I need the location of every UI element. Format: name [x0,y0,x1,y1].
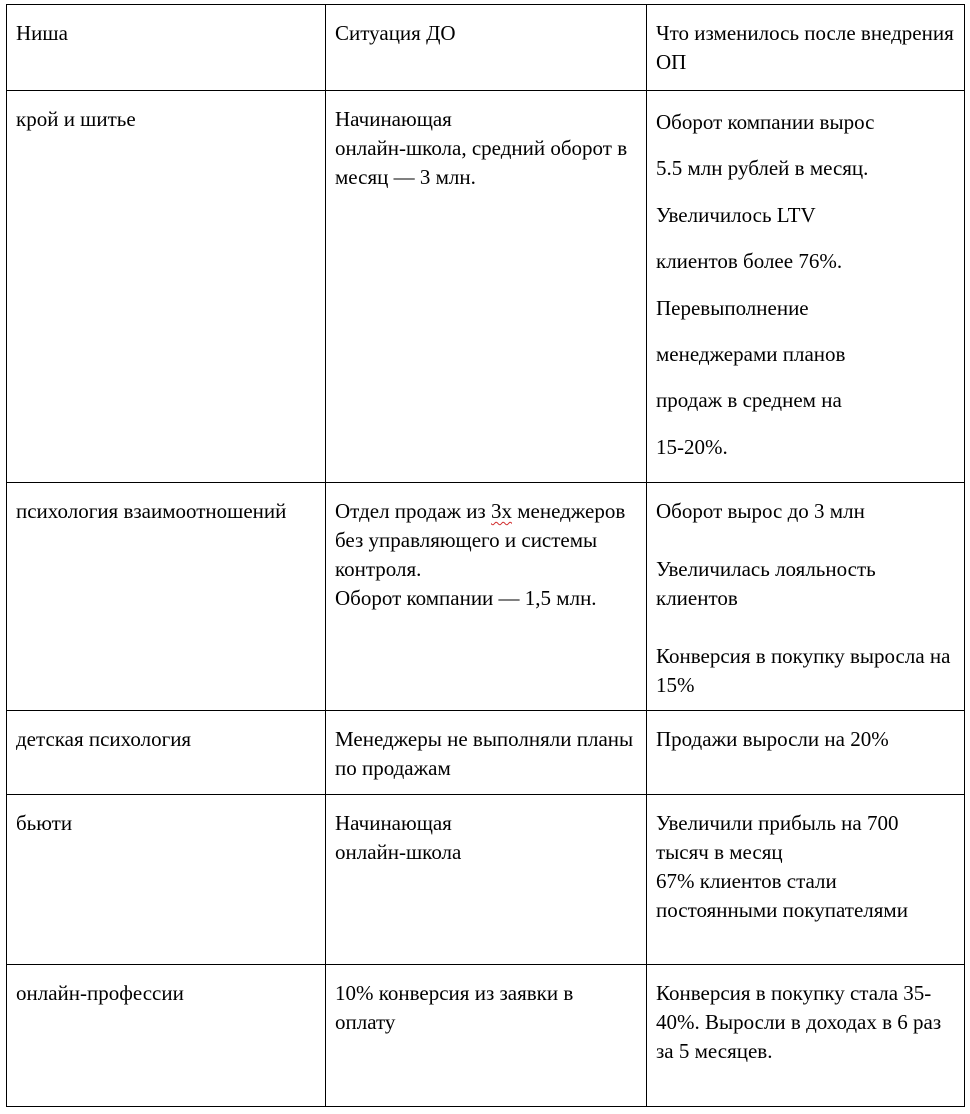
after-text-line: Увеличилась лояльность клиентов [656,557,876,610]
niche-cell [7,483,326,711]
before-text-line: Начинающая [335,107,452,131]
before-text-line: онлайн-школа [335,840,462,864]
after-text-line: Оборот вырос до 3 млн [656,499,865,523]
header-cell-before [326,5,647,91]
before-cell [326,711,647,795]
before-text-rest: менеджеров без управляющего и системы контроля. [335,499,626,581]
niche-text: бьюти [16,811,73,835]
after-text-line: клиентов более 76%. [656,249,843,274]
after-cell [647,965,965,1107]
niche-cell [7,711,326,795]
before-text: Менеджеры не выполняли планы по продажам [335,727,634,780]
after-text-line: 15-20%. [656,434,728,459]
after-text-block [656,99,955,470]
header-label-before: Ситуация ДО [335,21,456,45]
table-row [7,483,965,711]
before-text-prefix: Отдел продаж из [335,499,491,523]
after-text-line: Перевыполнение [656,295,809,320]
header-cell-after [647,5,965,91]
after-cell [647,91,965,483]
niche-text: онлайн-профессии [16,981,184,1005]
table-row [7,711,965,795]
after-text-line: Увеличили прибыль на 700 тысяч в месяц [656,811,899,864]
header-label-niche: Ниша [16,21,68,45]
before-cell [326,483,647,711]
after-text-line: Оборот компании вырос [656,110,875,134]
after-text-line: менеджерами планов [656,342,846,367]
table-row [7,91,965,483]
niche-text: крой и шитье [16,107,136,131]
niche-text: детская психология [16,727,192,751]
after-text-line: 67% клиентов стали постоянными покупателями [656,869,908,922]
after-text-line: продаж в среднем на [656,388,842,413]
after-text-line: 5.5 млн рублей в месяц. [656,156,869,181]
table-row [7,965,965,1107]
after-text-line: Увеличилось LTV [656,202,816,227]
after-text: Конверсия в покупку стала 35-40%. Выросли в доходах в 6 раз за 5 месяцев. [656,981,942,1063]
header-cell-niche [7,5,326,91]
niche-text: психология взаимоотношений [16,499,287,523]
after-text-line: Конверсия в покупку выросла на 15% [656,644,951,697]
after-text: Продажи выросли на 20% [656,727,889,751]
after-cell [647,795,965,965]
niche-cell [7,795,326,965]
before-cell [326,965,647,1107]
spellcheck-flagged-word: 3х [490,499,512,523]
comparison-table [6,4,965,1107]
after-cell [647,711,965,795]
header-label-after: Что изменилось после внедрения ОП [656,21,954,74]
before-text-line: Начинающая [335,811,452,835]
table-header-row [7,5,965,91]
before-cell [326,795,647,965]
before-text-line: онлайн-школа, средний оборот в месяц — 3 млн. [335,136,628,189]
before-text-line: Оборот компании — 1,5 млн. [335,586,597,610]
after-cell [647,483,965,711]
before-text: 10% конверсия из заявки в оплату [335,981,574,1034]
paragraph-gap [656,526,955,555]
niche-cell [7,965,326,1107]
paragraph-gap [656,613,955,642]
before-text-line [335,497,637,584]
before-cell [326,91,647,483]
niche-cell [7,91,326,483]
table-row [7,795,965,965]
